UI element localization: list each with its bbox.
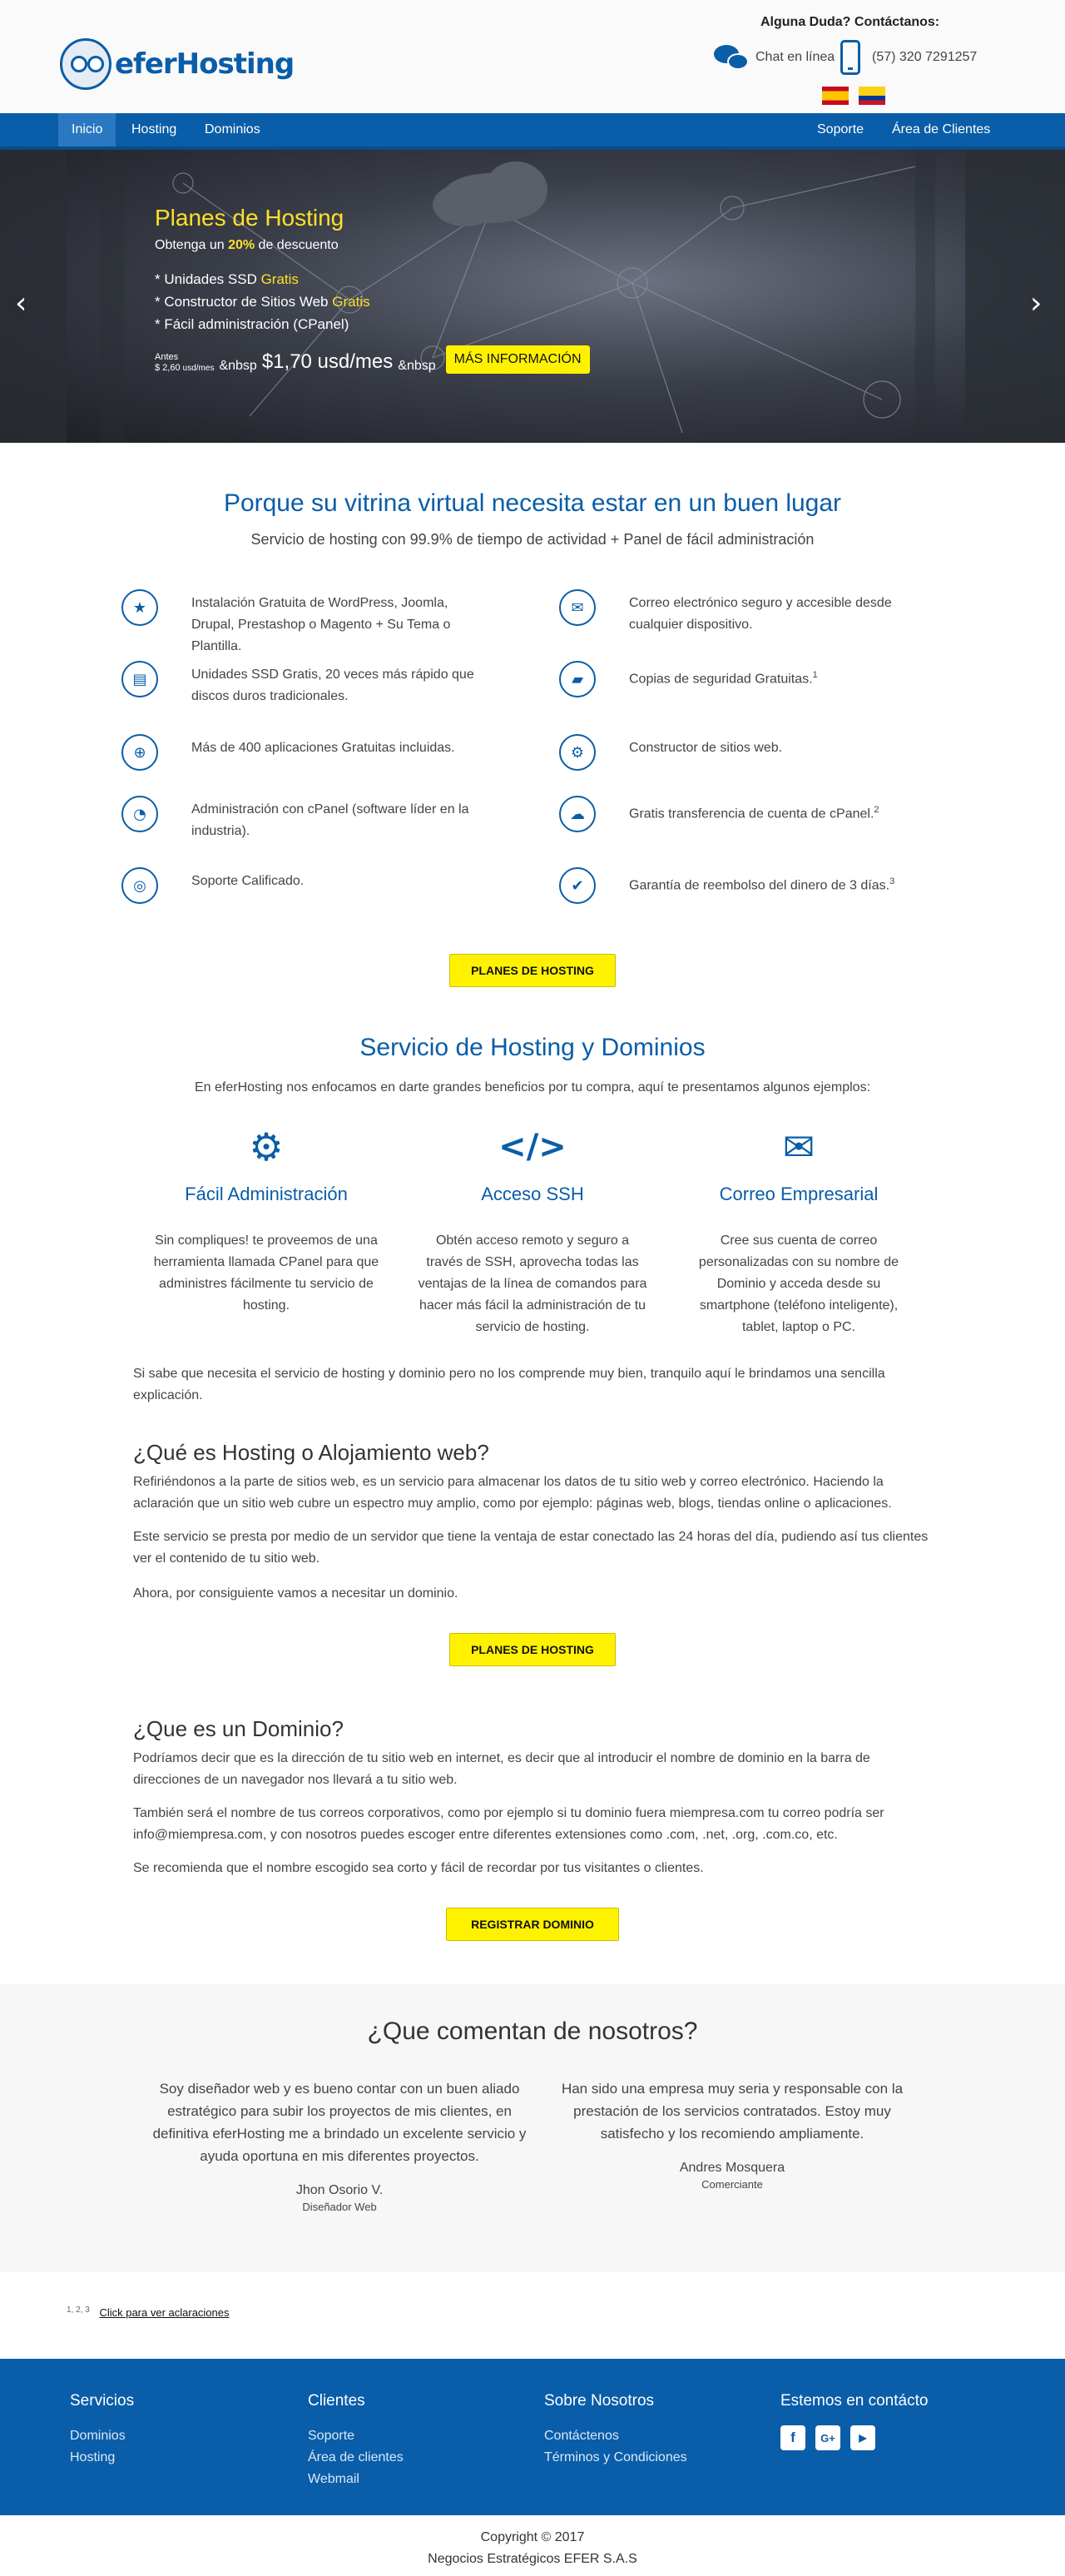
dashboard-icon: ◔ bbox=[121, 796, 158, 832]
register-domain-button[interactable]: REGISTRAR DOMINIO bbox=[446, 1908, 619, 1941]
hosting-title: ¿Qué es Hosting o Alojamiento web? bbox=[133, 1440, 489, 1465]
feature-item: ☁ Gratis transferencia de cuenta de cPanel.$^2$ bbox=[559, 796, 925, 832]
footer-link-soporte[interactable]: Soporte bbox=[308, 2429, 355, 2443]
clarifications-link[interactable]: Click para ver aclaraciones bbox=[99, 2306, 230, 2320]
testimonial-author: Andres Mosquera bbox=[679, 2161, 785, 2175]
domain-p2: También será el nombre de tus correos corporativos, como por ejemplo si tu dominio fuera miempresa.com tu correo podría ser info@miempresa.com, y con nosotros puedes escoger entre diferentes extensiones como .com, .net, .org, .com.co, etc. bbox=[133, 1806, 884, 1842]
testimonial-text: Soy diseñador web y es bueno contar con un buen aliado estratégico para subir los proyectos de mis clientes, en definitiva eferHosting me a brindado un excelente servicio y ayuda oportuna en mis diferentes proyectos. bbox=[152, 2081, 527, 2164]
testimonials-title: ¿Que comentan de nosotros? bbox=[367, 2018, 698, 2045]
nav-hosting[interactable]: Hosting bbox=[131, 122, 177, 136]
nav-soporte[interactable]: Soporte bbox=[817, 122, 864, 136]
amp-text: &nbsp bbox=[219, 359, 257, 373]
folder-open-icon: ▰ bbox=[559, 661, 596, 697]
feature-item: ▤ Unidades SSD Gratis, 20 veces más rápido que discos duros tradicionales. bbox=[121, 661, 488, 707]
services-intro: Si sabe que necesita el servicio de hosting y dominio pero no los comprende muy bien, tranquilo aquí le brindamos una sencilla explicación. bbox=[133, 1367, 885, 1402]
code-icon: </> bbox=[498, 1128, 567, 1166]
slider-next-arrow[interactable]: › bbox=[1030, 286, 1043, 320]
check-circle-icon: ✔ bbox=[559, 867, 596, 904]
feature-item: ▰ Copias de seguridad Gratuitas.$^1$ bbox=[559, 661, 925, 697]
feature-item: ◎ Soporte Calificado. bbox=[121, 867, 488, 904]
brand-name: eferHosting bbox=[115, 47, 295, 81]
services-title: Servicio de Hosting y Dominios bbox=[359, 1034, 706, 1061]
why-title: Porque su vitrina virtual necesita estar en un buen lugar bbox=[223, 489, 842, 517]
footer-link-dominios[interactable]: Dominios bbox=[70, 2429, 126, 2443]
footnotes bbox=[67, 2305, 230, 2319]
hero-content bbox=[155, 205, 590, 374]
footer-link-area-clientes[interactable]: Área de clientes bbox=[308, 2450, 404, 2464]
testimonial-card bbox=[148, 2077, 531, 2213]
hero-feature-ssd: * Unidades SSD Gratis bbox=[155, 271, 299, 287]
service-card: ✉ Correo Empresarial Cree sus cuenta de correo personalizadas con su nombre de Dominio y acceda desde su smartphone (teléfono inteligente), tablet, laptop o PC. bbox=[682, 1122, 915, 1338]
cogs-icon: ⚙ bbox=[559, 734, 596, 771]
phone-number: (57) 320 7291257 bbox=[872, 50, 978, 64]
chat-label: Chat en línea bbox=[755, 50, 835, 64]
youtube-icon[interactable]: ▶ bbox=[850, 2425, 875, 2450]
contact-title: Alguna Duda? Contáctanos: bbox=[760, 15, 940, 29]
copyright: Copyright © 2017 Negocios Estratégicos EFER S.A.S bbox=[428, 2530, 637, 2566]
google-plus-icon[interactable]: G+ bbox=[815, 2425, 840, 2450]
hosting-plans-button-2[interactable]: PLANES DE HOSTING bbox=[449, 1633, 616, 1666]
mascot-icon bbox=[60, 38, 111, 90]
footer-link-webmail[interactable]: Webmail bbox=[308, 2472, 359, 2486]
main-nav bbox=[0, 113, 1065, 150]
footer-column: Estemos en contácto f G+ ▶ bbox=[780, 2392, 928, 2450]
phone-contact[interactable] bbox=[840, 40, 977, 75]
envelope-icon: ✉ bbox=[559, 589, 596, 626]
footer-link-contactenos[interactable]: Contáctenos bbox=[544, 2429, 619, 2443]
footer-column: Clientes Soporte Área de clientes Webmail bbox=[308, 2392, 404, 2490]
price-row bbox=[155, 345, 590, 374]
envelope-icon: ✉ bbox=[782, 1124, 815, 1169]
hero-feature-cpanel: * Fácil administración (CPanel) bbox=[155, 316, 349, 332]
nav-inicio[interactable]: Inicio bbox=[58, 113, 116, 146]
gear-icon: ⚙ bbox=[249, 1124, 284, 1169]
footer-column: Servicios Dominios Hosting bbox=[70, 2392, 134, 2469]
testimonial-card bbox=[541, 2077, 924, 2191]
hosting-p1: Refiriéndonos a la parte de sitios web, es un servicio para almacenar los datos de tu sitio web y correo electrónico. Haciendo la aclaración que un sitio web cubre un espectro muy amplio, como por ejemplo: páginas web, blogs, tiendas online o aplicaciones. bbox=[133, 1475, 892, 1511]
footnote-marks: 1, 2, 3 bbox=[67, 2305, 90, 2315]
why-subtitle: Servicio de hosting con 99.9% de tiempo de actividad + Panel de fácil administración bbox=[250, 531, 815, 548]
star-icon: ★ bbox=[121, 589, 158, 626]
colombia-flag-icon[interactable] bbox=[859, 87, 885, 105]
hosting-p2: Este servicio se presta por medio de un servidor que tiene la ventaja de estar conectado las 24 horas del día, pudiendo así tus clientes ver el contenido de tu sitio web. bbox=[133, 1530, 929, 1566]
footer-link-terminos[interactable]: Términos y Condiciones bbox=[544, 2450, 687, 2464]
chat-bubbles-icon bbox=[714, 42, 750, 73]
feature-item: ⚙ Constructor de sitios web. bbox=[559, 734, 925, 771]
live-chat-link[interactable] bbox=[714, 42, 835, 73]
domain-title: ¿Que es un Dominio? bbox=[133, 1716, 344, 1741]
spain-flag-icon[interactable] bbox=[822, 87, 849, 105]
nav-area-clientes[interactable]: Área de Clientes bbox=[892, 122, 991, 136]
top-header bbox=[0, 0, 1065, 113]
footer-column: Sobre Nosotros Contáctenos Términos y Condiciones bbox=[544, 2392, 687, 2469]
hero-slider bbox=[0, 150, 1065, 443]
archive-icon: ▤ bbox=[121, 661, 158, 697]
old-price: Antes $ 2,60 usd/mes bbox=[155, 352, 215, 373]
amp-text: &nbsp bbox=[398, 359, 436, 373]
testimonial-text: Han sido una empresa muy seria y responsable con la prestación de los servicios contratados. Estoy muy satisfecho y los recomiendo ampliamente. bbox=[561, 2081, 904, 2142]
domain-p1: Podríamos decir que es la dirección de tu sitio web en internet, es decir que al introducir el nombre de dominio en la barra de direcciones de un navegador nos llevará a tu sitio web. bbox=[133, 1751, 870, 1787]
brand-logo[interactable] bbox=[60, 38, 294, 90]
testimonial-role: Diseñador Web bbox=[302, 2201, 377, 2213]
feature-item: ◔ Administración con cPanel (software líder en la industria). bbox=[121, 796, 488, 842]
footer-link-hosting[interactable]: Hosting bbox=[70, 2450, 116, 2464]
services-subtitle: En eferHosting nos enfocamos en darte grandes beneficios por tu compra, aquí te presentamos algunos ejemplos: bbox=[194, 1080, 871, 1094]
service-card: </> Acceso SSH Obtén acceso remoto y seguro a través de SSH, aprovecha todas las ventajas de la línea de comandos para hacer más fácil la administración de tu servicio de hosting. bbox=[416, 1122, 649, 1338]
facebook-icon[interactable]: f bbox=[780, 2425, 805, 2450]
hosting-plans-button[interactable]: PLANES DE HOSTING bbox=[449, 954, 616, 987]
testimonial-author: Jhon Osorio V. bbox=[295, 2183, 384, 2197]
hosting-p3: Ahora, por consiguiente vamos a necesitar un dominio. bbox=[133, 1586, 458, 1601]
cloud-download-icon: ☁ bbox=[559, 796, 596, 832]
feature-item: ★ Instalación Gratuita de WordPress, Joomla, Drupal, Prestashop o Magento + Su Tema o Plantilla. bbox=[121, 589, 488, 658]
feature-item: ✔ Garantía de reembolso del dinero de 3 días.$^3$ bbox=[559, 867, 925, 904]
social-links bbox=[780, 2425, 928, 2450]
hero-feature-builder: * Constructor de Sitios Web Gratis bbox=[155, 294, 370, 310]
domain-p3: Se recomienda que el nombre escogido sea corto y fácil de recordar por tus visitantes o clientes. bbox=[133, 1861, 704, 1875]
nav-dominios[interactable]: Dominios bbox=[205, 122, 260, 136]
hero-title: Planes de Hosting bbox=[155, 205, 344, 231]
testimonial-role: Comerciante bbox=[701, 2178, 763, 2191]
site-footer bbox=[0, 2359, 1065, 2515]
feature-item: ⊕ Más de 400 aplicaciones Gratuitas incluidas. bbox=[121, 734, 488, 771]
feature-item: ✉ Correo electrónico seguro y accesible desde cualquier dispositivo. bbox=[559, 589, 925, 636]
life-ring-icon: ◎ bbox=[121, 867, 158, 904]
mobile-phone-icon bbox=[840, 40, 860, 75]
service-card: ⚙ Fácil Administración Sin compliques! te proveemos de una herramienta llamada CPanel para que administres fácilmente tu servicio de hosting. bbox=[150, 1122, 383, 1317]
hero-subtitle: Obtenga un 20% de descuento bbox=[155, 238, 339, 252]
slider-prev-arrow[interactable]: ‹ bbox=[15, 286, 27, 320]
plus-circle-icon: ⊕ bbox=[121, 734, 158, 771]
current-price: $1,70 usd/mes bbox=[261, 350, 394, 373]
more-info-button[interactable]: MÁS INFORMACIÓN bbox=[446, 345, 590, 374]
